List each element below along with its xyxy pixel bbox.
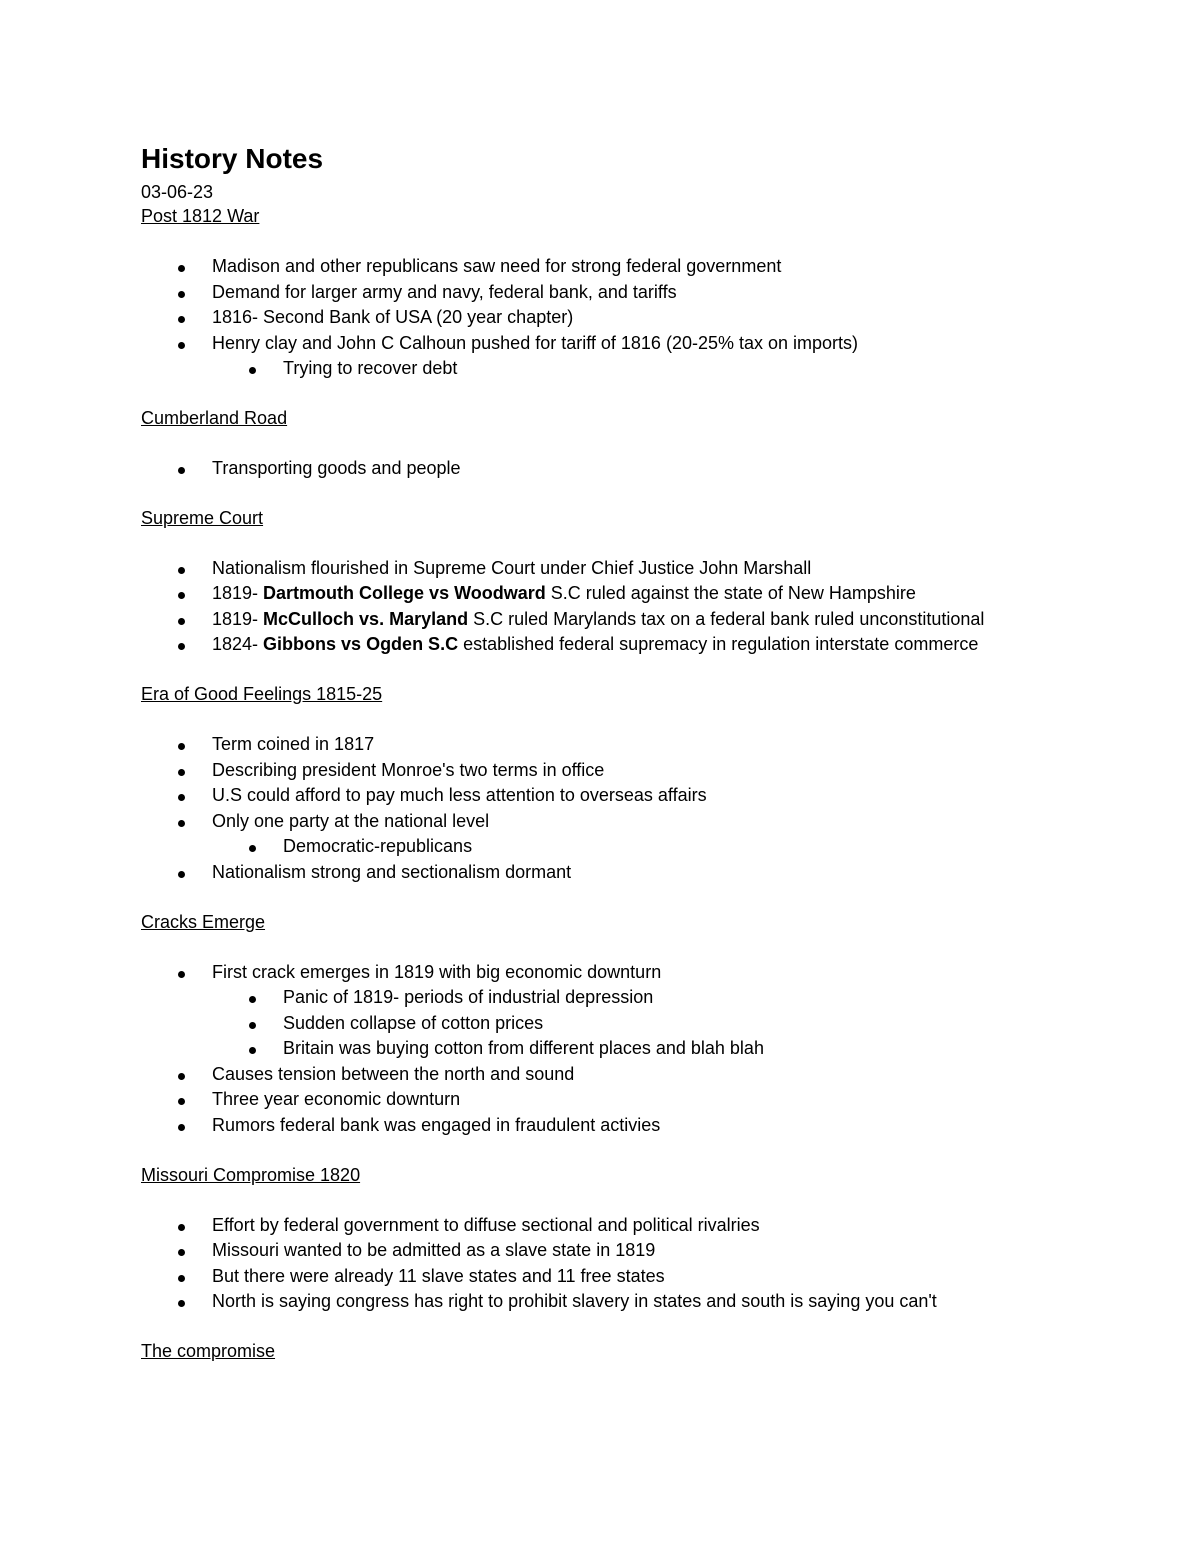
item-text: Three year economic downturn — [212, 1089, 461, 1110]
item-text: But there were already 11 slave states and 11 free states — [212, 1265, 665, 1286]
bullet-dot-icon — [178, 1300, 185, 1307]
bullet-dot-icon — [178, 291, 185, 298]
bullet-dot-icon — [178, 342, 185, 349]
bullet-dot-icon — [178, 1073, 185, 1080]
bullet-dot-icon — [178, 1224, 185, 1231]
section — [141, 506, 1080, 658]
bullet-dot-icon — [178, 871, 185, 878]
list-item — [141, 1087, 1080, 1113]
list-item — [141, 1213, 1080, 1239]
section — [141, 1339, 1080, 1363]
list-item — [141, 1113, 1080, 1139]
bullet-dot-icon — [178, 769, 185, 776]
list-item — [141, 305, 1080, 331]
section — [141, 1163, 1080, 1315]
item-text: Britain was buying cotton from different places and blah blah — [283, 1038, 764, 1059]
list-item — [141, 1011, 1080, 1037]
bullet-list — [141, 456, 1080, 482]
list-item — [141, 280, 1080, 306]
item-text: Transporting goods and people — [212, 457, 461, 478]
list-item — [141, 1036, 1080, 1062]
item-text: Causes tension between the north and sound — [212, 1063, 575, 1084]
bullet-dot-icon — [249, 996, 256, 1003]
section-heading: Cumberland Road — [141, 407, 288, 428]
item-text: First crack emerges in 1819 with big economic downturn — [212, 961, 662, 982]
item-text: Henry clay and John C Calhoun pushed for tariff of 1816 (20-25% tax on imports) — [212, 332, 859, 353]
list-item — [141, 331, 1080, 357]
list-item — [141, 1264, 1080, 1290]
bold-text: McCulloch vs. Maryland — [263, 608, 469, 629]
list-item — [141, 834, 1080, 860]
bullet-dot-icon — [178, 971, 185, 978]
item-text: S.C ruled Marylands tax on a federal bank ruled unconstitutional — [468, 608, 985, 629]
item-text: 1819- — [212, 583, 264, 604]
bullet-list — [141, 1213, 1080, 1315]
bullet-dot-icon — [178, 316, 185, 323]
list-item — [141, 254, 1080, 280]
bullet-dot-icon — [178, 467, 185, 474]
list-item — [141, 632, 1080, 658]
list-item — [141, 556, 1080, 582]
section-heading: Supreme Court — [141, 507, 264, 528]
bullet-dot-icon — [249, 1022, 256, 1029]
bold-text: Dartmouth College vs Woodward — [263, 583, 546, 604]
list-item — [141, 732, 1080, 758]
section-heading: Missouri Compromise 1820 — [141, 1164, 361, 1185]
list-item — [141, 1062, 1080, 1088]
section — [141, 406, 1080, 482]
item-text: S.C ruled against the state of New Hampshire — [545, 583, 916, 604]
item-text: Effort by federal government to diffuse sectional and political rivalries — [212, 1214, 760, 1235]
list-item — [141, 607, 1080, 633]
document-date: 03-06-23 — [141, 182, 214, 202]
bullet-dot-icon — [249, 367, 256, 374]
item-text: Democratic-republicans — [283, 836, 473, 857]
item-text: Rumors federal bank was engaged in fraudulent activies — [212, 1115, 661, 1136]
list-item — [141, 985, 1080, 1011]
list-item — [141, 356, 1080, 382]
item-text: Madison and other republicans saw need for strong federal government — [212, 256, 782, 276]
item-text: Trying to recover debt — [283, 358, 458, 379]
item-text: Term coined in 1817 — [212, 733, 375, 754]
item-text: established federal supremacy in regulation interstate commerce — [458, 634, 979, 655]
item-text: Demand for larger army and navy, federal bank, and tariffs — [212, 281, 677, 302]
bullet-dot-icon — [178, 1124, 185, 1131]
bullet-dot-icon — [178, 567, 185, 574]
item-text: Panic of 1819- periods of industrial depression — [283, 987, 654, 1008]
bullet-dot-icon — [178, 1249, 185, 1256]
bullet-dot-icon — [178, 1275, 185, 1282]
list-item — [141, 758, 1080, 784]
bullet-dot-icon — [178, 743, 185, 750]
bullet-list — [141, 556, 1080, 658]
notes-body — [141, 204, 1080, 1363]
section — [141, 910, 1080, 1139]
list-item — [141, 783, 1080, 809]
bold-text: Gibbons vs Ogden S.C — [263, 634, 459, 655]
section — [141, 204, 1080, 382]
item-text: Nationalism flourished in Supreme Court under Chief Justice John Marshall — [212, 557, 812, 578]
bullet-dot-icon — [178, 794, 185, 801]
bullet-dot-icon — [178, 643, 185, 650]
bullet-dot-icon — [249, 845, 256, 852]
list-item — [141, 860, 1080, 886]
section-heading: Era of Good Feelings 1815-25 — [141, 683, 383, 704]
document-title: History Notes — [141, 143, 324, 174]
list-item — [141, 1289, 1080, 1315]
bullet-dot-icon — [178, 1098, 185, 1105]
item-text: Only one party at the national level — [212, 810, 490, 831]
section — [141, 682, 1080, 886]
item-text: North is saying congress has right to prohibit slavery in states and south is saying you can't — [212, 1291, 937, 1312]
list-item — [141, 960, 1080, 986]
section-heading: Post 1812 War — [141, 206, 260, 226]
item-text: Sudden collapse of cotton prices — [283, 1012, 544, 1033]
item-text: Nationalism strong and sectionalism dormant — [212, 861, 572, 882]
list-item — [141, 1238, 1080, 1264]
item-text: 1819- — [212, 608, 264, 629]
item-text: 1816- Second Bank of USA (20 year chapter) — [212, 307, 574, 328]
section-heading: Cracks Emerge — [141, 911, 266, 932]
list-item — [141, 581, 1080, 607]
bullet-dot-icon — [178, 592, 185, 599]
item-text: U.S could afford to pay much less attention to overseas affairs — [212, 785, 707, 806]
item-text: Missouri wanted to be admitted as a slave state in 1819 — [212, 1240, 656, 1261]
bullet-dot-icon — [249, 1047, 256, 1054]
bullet-dot-icon — [178, 820, 185, 827]
bullet-list — [141, 960, 1080, 1139]
item-text: 1824- — [212, 634, 264, 655]
bullet-list — [141, 732, 1080, 886]
bullet-dot-icon — [178, 618, 185, 625]
bullet-dot-icon — [178, 265, 185, 272]
item-text: Describing president Monroe's two terms in office — [212, 759, 605, 780]
list-item — [141, 809, 1080, 835]
section-heading: The compromise — [141, 1341, 276, 1362]
bullet-list — [141, 254, 1080, 382]
list-item — [141, 456, 1080, 482]
